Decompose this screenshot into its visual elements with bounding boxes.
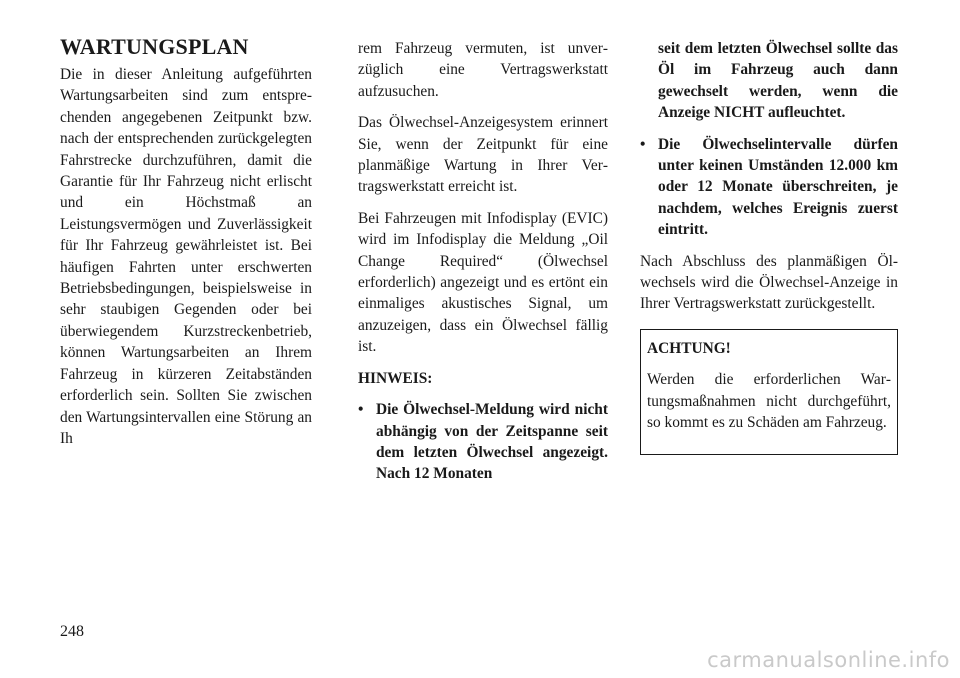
list-item <box>640 134 898 241</box>
column-2 <box>358 38 608 495</box>
body-paragraph: rem Fahrzeug vermuten, ist unverzüglich eine Vertragswerkstatt aufzusuchen. <box>358 40 608 100</box>
note-list <box>358 399 608 485</box>
section-heading: WARTUNGSPLAN <box>60 34 249 59</box>
bullet-icon: • <box>640 135 646 153</box>
watermark: carmanualsonline.info <box>707 648 950 672</box>
warning-box <box>640 329 898 455</box>
warning-title: ACHTUNG! <box>647 339 731 357</box>
body-paragraph: Das Ölwechsel-Anzeigesystem erinnert Sie, wenn der Zeitpunkt für eine planmäßige Wartung in Ihrer Vertragswerkstatt erreicht ist. <box>358 114 608 196</box>
note-list <box>640 134 898 241</box>
column-3 <box>640 38 898 455</box>
note-label: HINWEIS: <box>358 369 433 387</box>
list-item <box>358 399 608 485</box>
bullet-icon: • <box>358 401 364 419</box>
list-item-text: Die Ölwechsel-Meldung wird nicht abhängig von der Zeitspanne seit dem letzten Ölwechsel angezeigt. Nach 12 Monaten <box>376 401 608 483</box>
body-paragraph: Die in dieser Anleitung aufgeführten Wartungsarbeiten sind zum entsprechenden angegebenen Zeitpunkt bzw. nach der entsprechenden zurückgelegten Fahrstrecke durchzuführen, damit die Garantie für Ihr Fahrzeug nicht erlischt und ein Höchstmaß an Leistungsvermögen und Zuverlässigkeit für Ihr Fahrzeug gewährleistet ist. Bei häufigen Fahrten unter erschwerten Betriebsbedingungen, beispielsweise in sehr staubigen Gegenden oder bei überwiegendem Kurzstreckenbetrieb, können Wartungsarbeiten an Ihrem Fahrzeug in kürzeren Zeitabständen erforderlich sein. Sollten Sie zwischen den Wartungsintervallen eine Störung an Ih <box>60 66 312 447</box>
page-number: 248 <box>60 623 84 640</box>
list-item-continuation: seit dem letzten Ölwechsel sollte das Öl im Fahrzeug auch dann gewechselt werden, wenn die Anzeige NICHT aufleuchtet. <box>658 40 898 122</box>
warning-text: Werden die erforderlichen Wartungsmaßnahmen nicht durchgeführt, so kommt es zu Schäden am Fahrzeug. <box>647 371 891 432</box>
body-paragraph: Bei Fahrzeugen mit Infodisplay (EVIC) wird im Infodisplay die Meldung „Oil Change Required“ (Ölwechsel erforderlich) angezeigt und es ertönt ein einmaliges akustisches Signal, um anzuzeigen, dass ein Ölwechsel fällig ist. <box>358 209 608 356</box>
list-item-text: Die Ölwechselintervalle dürfen unter keinen Umständen 12.000 km oder 12 Monate überschreiten, je nachdem, welches Ereignis zuerst eintritt. <box>658 135 898 239</box>
body-paragraph: Nach Abschluss des planmäßigen Ölwechsels wird die Ölwechsel-Anzeige in Ihrer Vertragswerkstatt zurückgestellt. <box>640 252 898 313</box>
column-1 <box>60 34 312 459</box>
